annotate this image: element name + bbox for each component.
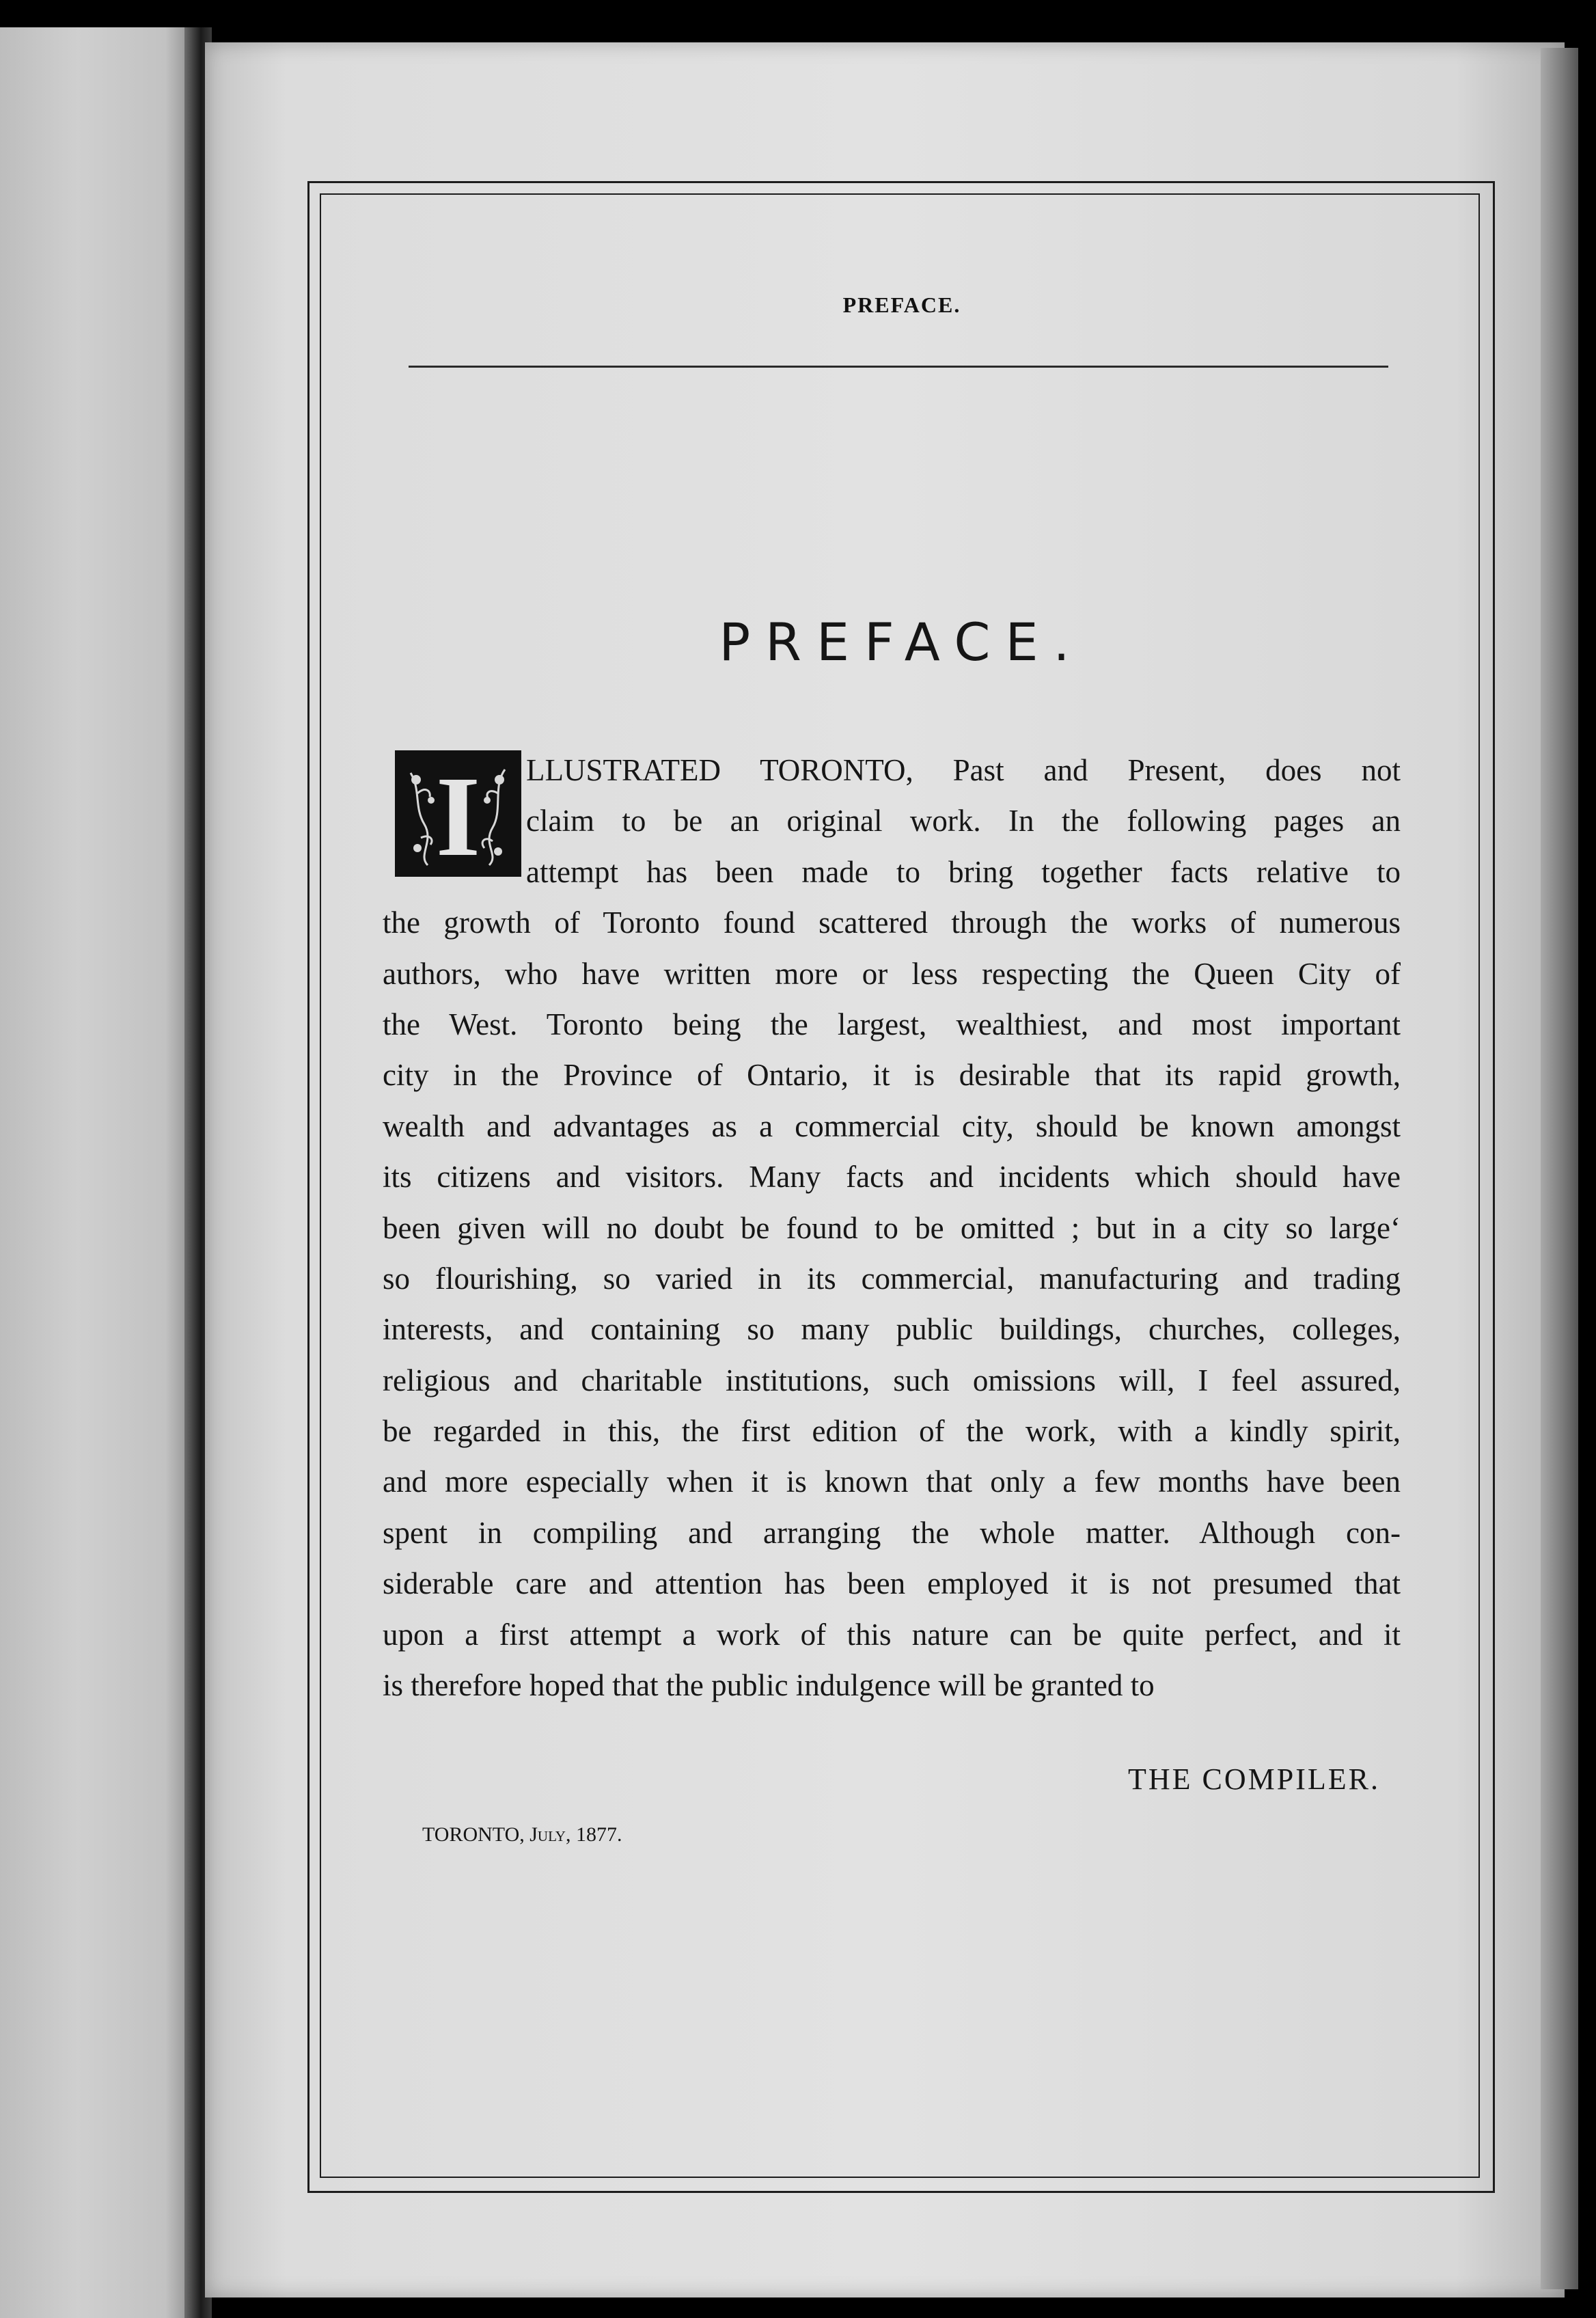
body-line: its citizens and visitors. Many facts and incidents which should have bbox=[383, 1160, 1401, 1195]
running-head-rule bbox=[409, 366, 1388, 368]
body-line: LLUSTRATED TORONTO, Past and Present, does not bbox=[526, 753, 1401, 787]
body-line: religious and charitable institutions, such omissions will, I feel assured, bbox=[383, 1363, 1401, 1397]
body-line: upon a first attempt a work of this nature can be quite perfect, and it bbox=[383, 1617, 1401, 1652]
body-line: interests, and containing so many public buildings, churches, colleges, bbox=[383, 1312, 1401, 1347]
body-line: is therefore hoped that the public indulgence will be granted to bbox=[383, 1668, 1155, 1703]
body-line: wealth and advantages as a commercial city, should be known amongst bbox=[383, 1108, 1401, 1143]
page-title: PREFACE. bbox=[719, 612, 1085, 672]
body-line: attempt has been made to bring together facts relative to bbox=[526, 854, 1401, 889]
body-line: and more especially when it is known that only a few months have been bbox=[383, 1464, 1401, 1499]
body-line: siderable care and attention has been employed it is not presumed that bbox=[383, 1566, 1401, 1601]
dateline-text: TORONTO, July, 1877. bbox=[422, 1823, 622, 1846]
body-line: been given will no doubt be found to be omitted ; but in a city so large‘ bbox=[383, 1210, 1401, 1245]
facing-page-edge bbox=[0, 27, 195, 2318]
body-line: authors, who have written more or less respecting the Queen City of bbox=[383, 956, 1401, 991]
body-line: claim to be an original work. In the following pages an bbox=[526, 804, 1401, 838]
body-line: the growth of Toronto found scattered through the works of numerous bbox=[383, 905, 1401, 940]
running-head: PREFACE. bbox=[842, 292, 961, 317]
signature: THE COMPILER. bbox=[1128, 1762, 1380, 1796]
body-line: so flourishing, so varied in its commercial, manufacturing and trading bbox=[383, 1261, 1401, 1296]
body-line: city in the Province of Ontario, it is desirable that its rapid growth, bbox=[383, 1058, 1401, 1093]
body-line: be regarded in this, the first edition of the work, with a kindly spirit, bbox=[383, 1414, 1401, 1449]
body-line: spent in compiling and arranging the whole matter. Although con- bbox=[383, 1515, 1401, 1550]
body-line: the West. Toronto being the largest, wealthiest, and most important bbox=[383, 1007, 1401, 1041]
initial-letter: I bbox=[435, 753, 481, 875]
preface-body bbox=[383, 745, 1401, 1710]
page-edge-shadow bbox=[1541, 48, 1578, 2289]
dateline bbox=[422, 1823, 622, 1846]
